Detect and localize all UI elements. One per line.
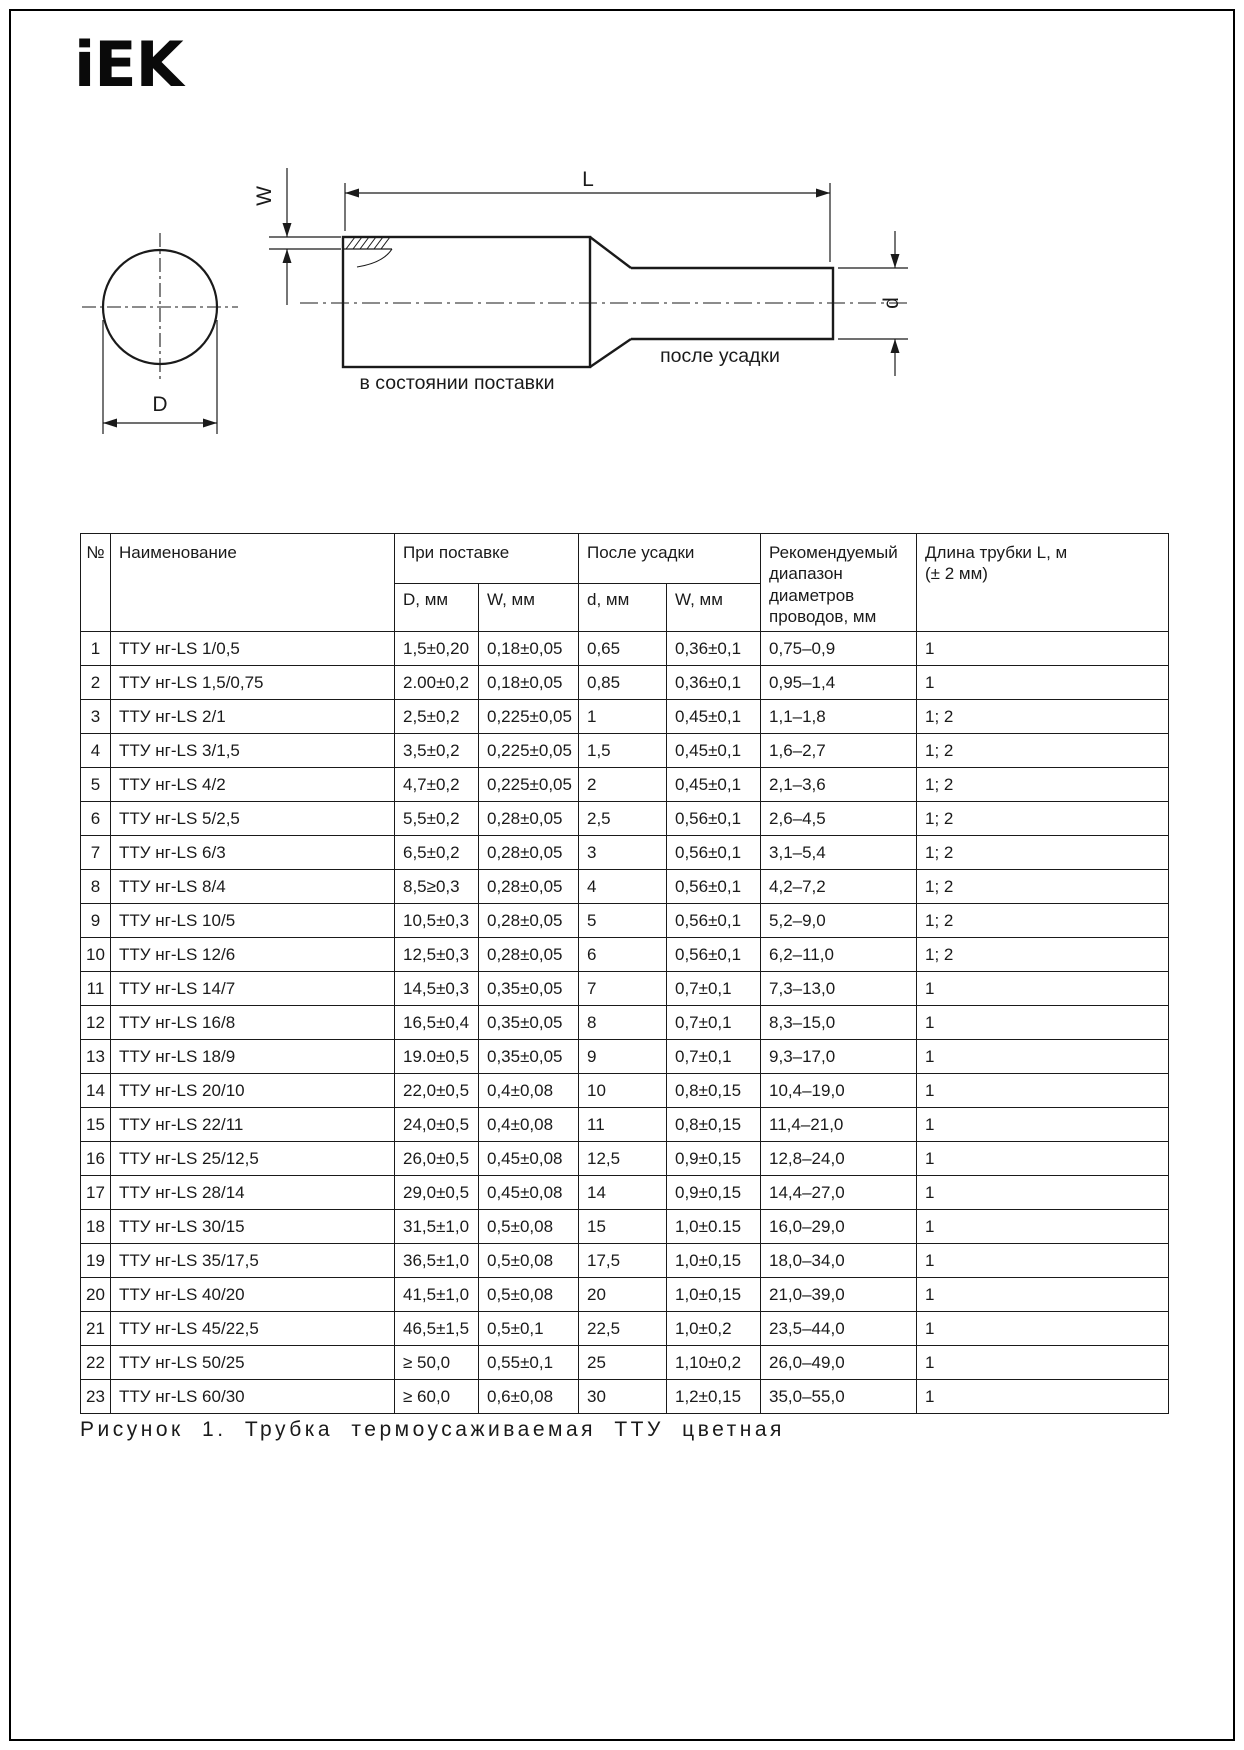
table-cell: 30 <box>579 1380 667 1414</box>
table-cell: 0,6±0,08 <box>479 1380 579 1414</box>
tube-supplied <box>343 237 590 367</box>
table-cell: 0,225±0,05 <box>479 734 579 768</box>
table-cell: 8 <box>579 1006 667 1040</box>
table-cell: ТТУ нг-LS 5/2,5 <box>111 802 395 836</box>
table-cell: 0,85 <box>579 666 667 700</box>
table-row <box>81 1312 1169 1346</box>
table-cell: ≥ 60,0 <box>395 1380 479 1414</box>
table-cell: ТТУ нг-LS 4/2 <box>111 768 395 802</box>
table-cell: 7 <box>81 836 111 870</box>
table-cell: 25 <box>579 1346 667 1380</box>
iek-logo: iEK <box>74 28 183 101</box>
table-cell: 3,5±0,2 <box>395 734 479 768</box>
table-cell: ТТУ нг-LS 20/10 <box>111 1074 395 1108</box>
table-cell: 1 <box>917 1142 1169 1176</box>
table-cell: 0,45±0,1 <box>667 734 761 768</box>
table-cell: 36,5±1,0 <box>395 1244 479 1278</box>
table-row <box>81 666 1169 700</box>
table-cell: 24,0±0,5 <box>395 1108 479 1142</box>
table-cell: 14 <box>81 1074 111 1108</box>
table-cell: ТТУ нг-LS 10/5 <box>111 904 395 938</box>
table-cell: 35,0–55,0 <box>761 1380 917 1414</box>
table-cell: 0,8±0,15 <box>667 1074 761 1108</box>
table-cell: 23 <box>81 1380 111 1414</box>
table-cell: 6,2–11,0 <box>761 938 917 972</box>
table-cell: 0,36±0,1 <box>667 666 761 700</box>
table-cell: ТТУ нг-LS 50/25 <box>111 1346 395 1380</box>
table-cell: 0,45±0,1 <box>667 700 761 734</box>
table-cell: 4,7±0,2 <box>395 768 479 802</box>
table-cell: 1; 2 <box>917 802 1169 836</box>
table-cell: ТТУ нг-LS 25/12,5 <box>111 1142 395 1176</box>
table-cell: 0,225±0,05 <box>479 700 579 734</box>
header-length-line1: Длина трубки L, м <box>925 543 1068 562</box>
table-cell: 16 <box>81 1142 111 1176</box>
header-num: № <box>81 534 111 632</box>
table-cell: 0,45±0,08 <box>479 1142 579 1176</box>
header-D-mm: D, мм <box>395 584 479 632</box>
table-cell: ТТУ нг-LS 30/15 <box>111 1210 395 1244</box>
table-cell: 0,28±0,05 <box>479 938 579 972</box>
table-cell: 8,5≥0,3 <box>395 870 479 904</box>
table-cell: 2 <box>81 666 111 700</box>
table-cell: 17 <box>81 1176 111 1210</box>
table-cell: 14,5±0,3 <box>395 972 479 1006</box>
table-cell: ТТУ нг-LS 1/0,5 <box>111 632 395 666</box>
header-after: После усадки <box>579 534 761 584</box>
taper-bottom <box>590 339 631 367</box>
table-cell: ТТУ нг-LS 40/20 <box>111 1278 395 1312</box>
table-cell: 22,5 <box>579 1312 667 1346</box>
table-cell: 1,6–2,7 <box>761 734 917 768</box>
table-cell: 0,56±0,1 <box>667 802 761 836</box>
table-cell: ТТУ нг-LS 18/9 <box>111 1040 395 1074</box>
table-cell: 5 <box>81 768 111 802</box>
table-cell: 21,0–39,0 <box>761 1278 917 1312</box>
table-header-row-1 <box>81 534 1169 584</box>
table-row <box>81 870 1169 904</box>
table-row <box>81 1108 1169 1142</box>
table-cell: 1,0±0,15 <box>667 1278 761 1312</box>
table-cell: ТТУ нг-LS 6/3 <box>111 836 395 870</box>
table-cell: 10,4–19,0 <box>761 1074 917 1108</box>
header-supply: При поставке <box>395 534 579 584</box>
table-cell: 0,7±0,1 <box>667 972 761 1006</box>
header-d-mm: d, мм <box>579 584 667 632</box>
table-cell: ТТУ нг-LS 12/6 <box>111 938 395 972</box>
table-cell: 1 <box>579 700 667 734</box>
table-cell: 0,35±0,05 <box>479 972 579 1006</box>
table-cell: ТТУ нг-LS 1,5/0,75 <box>111 666 395 700</box>
table-cell: 3 <box>579 836 667 870</box>
table-row <box>81 1346 1169 1380</box>
table-cell: 6 <box>81 802 111 836</box>
table-row <box>81 938 1169 972</box>
table-cell: 7 <box>579 972 667 1006</box>
table-cell: 9 <box>579 1040 667 1074</box>
table-cell: 26,0±0,5 <box>395 1142 479 1176</box>
table-cell: 16,0–29,0 <box>761 1210 917 1244</box>
table-cell: 2,5±0,2 <box>395 700 479 734</box>
table-cell: 1 <box>917 666 1169 700</box>
table-cell: 12 <box>81 1006 111 1040</box>
table-cell: 2,5 <box>579 802 667 836</box>
table-cell: 2,1–3,6 <box>761 768 917 802</box>
table-cell: 15 <box>81 1108 111 1142</box>
header-length <box>917 534 1169 632</box>
table-cell: 1 <box>917 1346 1169 1380</box>
table-cell: 1 <box>917 1176 1169 1210</box>
table-row <box>81 802 1169 836</box>
table-cell: 19 <box>81 1244 111 1278</box>
table-cell: 0,7±0,1 <box>667 1040 761 1074</box>
table-cell: 11 <box>81 972 111 1006</box>
table-cell: 1,0±0,15 <box>667 1244 761 1278</box>
table-cell: 12,5 <box>579 1142 667 1176</box>
table-cell: 0,55±0,1 <box>479 1346 579 1380</box>
table-cell: 3 <box>81 700 111 734</box>
dimension-lines <box>269 168 908 376</box>
taper-top <box>590 237 631 268</box>
header-name: Наименование <box>111 534 395 632</box>
table-cell: ТТУ нг-LS 3/1,5 <box>111 734 395 768</box>
dim-label-D: D <box>152 393 168 416</box>
table-cell: 1 <box>917 1312 1169 1346</box>
table-cell: 1 <box>917 1244 1169 1278</box>
table-cell: 10 <box>579 1074 667 1108</box>
table-row <box>81 632 1169 666</box>
table-cell: 7,3–13,0 <box>761 972 917 1006</box>
table-cell: 1,2±0,15 <box>667 1380 761 1414</box>
table-cell: 22,0±0,5 <box>395 1074 479 1108</box>
table-cell: 8 <box>81 870 111 904</box>
table-cell: ТТУ нг-LS 2/1 <box>111 700 395 734</box>
table-cell: 0,35±0,05 <box>479 1040 579 1074</box>
table-cell: 12,5±0,3 <box>395 938 479 972</box>
table-cell: 1 <box>917 972 1169 1006</box>
table-cell: 2.00±0,2 <box>395 666 479 700</box>
table-cell: ТТУ нг-LS 14/7 <box>111 972 395 1006</box>
table-cell: 0,28±0,05 <box>479 870 579 904</box>
table-cell: ТТУ нг-LS 35/17,5 <box>111 1244 395 1278</box>
table-cell: 0,56±0,1 <box>667 870 761 904</box>
table-cell: 2 <box>579 768 667 802</box>
table-cell: 14,4–27,0 <box>761 1176 917 1210</box>
table-cell: 5,5±0,2 <box>395 802 479 836</box>
table-cell: 23,5–44,0 <box>761 1312 917 1346</box>
table-cell: 1; 2 <box>917 836 1169 870</box>
table-cell: 1 <box>917 1006 1169 1040</box>
table-cell: 0,35±0,05 <box>479 1006 579 1040</box>
table-cell: 1; 2 <box>917 734 1169 768</box>
table-cell: ТТУ нг-LS 22/11 <box>111 1108 395 1142</box>
wall-hatch <box>346 237 390 249</box>
table-cell: 1 <box>917 1108 1169 1142</box>
table-cell: ТТУ нг-LS 8/4 <box>111 870 395 904</box>
table-cell: ТТУ нг-LS 16/8 <box>111 1006 395 1040</box>
table-row <box>81 904 1169 938</box>
table-cell: 0,9±0,15 <box>667 1142 761 1176</box>
technical-drawing <box>0 0 1244 470</box>
table-row <box>81 734 1169 768</box>
table-cell: 0,4±0,08 <box>479 1108 579 1142</box>
table-cell: 8,3–15,0 <box>761 1006 917 1040</box>
table-cell: 21 <box>81 1312 111 1346</box>
table-cell: 16,5±0,4 <box>395 1006 479 1040</box>
table-cell: 1; 2 <box>917 700 1169 734</box>
spec-table <box>80 533 1169 1414</box>
table-cell: 4 <box>579 870 667 904</box>
table-cell: 1 <box>917 1210 1169 1244</box>
dim-label-L: L <box>582 168 594 191</box>
table-cell: 0,28±0,05 <box>479 836 579 870</box>
table-cell: 0,4±0,08 <box>479 1074 579 1108</box>
table-cell: 26,0–49,0 <box>761 1346 917 1380</box>
table-cell: 0,28±0,05 <box>479 904 579 938</box>
table-cell: 0,5±0,08 <box>479 1278 579 1312</box>
table-cell: 1; 2 <box>917 904 1169 938</box>
table-cell: 15 <box>579 1210 667 1244</box>
figure-caption: Рисунок 1. Трубка термоусаживаемая ТТУ цветная <box>80 1418 785 1441</box>
table-cell: 0,56±0,1 <box>667 904 761 938</box>
table-cell: 3,1–5,4 <box>761 836 917 870</box>
table-cell: 0,28±0,05 <box>479 802 579 836</box>
table-cell: 10 <box>81 938 111 972</box>
table-cell: 0,18±0,05 <box>479 632 579 666</box>
table-cell: 6 <box>579 938 667 972</box>
table-row <box>81 1142 1169 1176</box>
table-cell: 20 <box>81 1278 111 1312</box>
table-cell: 1; 2 <box>917 870 1169 904</box>
table-cell: 0,18±0,05 <box>479 666 579 700</box>
table-cell: 1 <box>917 1380 1169 1414</box>
table-cell: 10,5±0,3 <box>395 904 479 938</box>
label-as-supplied: в состоянии поставки <box>359 372 555 394</box>
table-row <box>81 836 1169 870</box>
table-cell: 4,2–7,2 <box>761 870 917 904</box>
table-row <box>81 768 1169 802</box>
table-cell: 6,5±0,2 <box>395 836 479 870</box>
header-length-line2: (± 2 мм) <box>925 564 988 584</box>
table-cell: 0,7±0,1 <box>667 1006 761 1040</box>
table-cell: 13 <box>81 1040 111 1074</box>
table-cell: 18,0–34,0 <box>761 1244 917 1278</box>
table-row <box>81 1074 1169 1108</box>
table-row <box>81 972 1169 1006</box>
table-row <box>81 1210 1169 1244</box>
table-cell: 17,5 <box>579 1244 667 1278</box>
table-cell: 0,45±0,1 <box>667 768 761 802</box>
table-cell: 0,95–1,4 <box>761 666 917 700</box>
table-cell: 19.0±0,5 <box>395 1040 479 1074</box>
table-cell: ТТУ нг-LS 28/14 <box>111 1176 395 1210</box>
label-after-shrinking: после усадки <box>660 345 780 367</box>
table-cell: 46,5±1,5 <box>395 1312 479 1346</box>
table-row <box>81 1176 1169 1210</box>
table-cell: 1,1–1,8 <box>761 700 917 734</box>
table-row <box>81 700 1169 734</box>
table-cell: 11 <box>579 1108 667 1142</box>
side-view <box>300 237 908 367</box>
table-cell: 1,0±0.15 <box>667 1210 761 1244</box>
table-cell: 0,56±0,1 <box>667 836 761 870</box>
table-row <box>81 1278 1169 1312</box>
table-cell: 1 <box>917 632 1169 666</box>
table-cell: 1,5 <box>579 734 667 768</box>
table-cell: 5 <box>579 904 667 938</box>
table-cell: 1,10±0,2 <box>667 1346 761 1380</box>
header-W-mm-after: W, мм <box>667 584 761 632</box>
table-cell: ≥ 50,0 <box>395 1346 479 1380</box>
table-cell: 0,8±0,15 <box>667 1108 761 1142</box>
table-cell: 4 <box>81 734 111 768</box>
table-row <box>81 1380 1169 1414</box>
table-cell: 29,0±0,5 <box>395 1176 479 1210</box>
table-cell: 1 <box>917 1040 1169 1074</box>
table-cell: 0,9±0,15 <box>667 1176 761 1210</box>
table-cell: 1 <box>81 632 111 666</box>
table-cell: 0,5±0,08 <box>479 1210 579 1244</box>
table-cell: 1; 2 <box>917 938 1169 972</box>
table-cell: 0,225±0,05 <box>479 768 579 802</box>
table-cell: ТТУ нг-LS 60/30 <box>111 1380 395 1414</box>
table-cell: 1,0±0,2 <box>667 1312 761 1346</box>
table-cell: 0,56±0,1 <box>667 938 761 972</box>
table-cell: 0,5±0,08 <box>479 1244 579 1278</box>
table-cell: 0,36±0,1 <box>667 632 761 666</box>
table-cell: 12,8–24,0 <box>761 1142 917 1176</box>
table-cell: 41,5±1,0 <box>395 1278 479 1312</box>
table-cell: 1 <box>917 1278 1169 1312</box>
table-row <box>81 1040 1169 1074</box>
table-cell: 1; 2 <box>917 768 1169 802</box>
table-cell: 5,2–9,0 <box>761 904 917 938</box>
table-cell: 0,65 <box>579 632 667 666</box>
table-cell: 11,4–21,0 <box>761 1108 917 1142</box>
table-cell: 31,5±1,0 <box>395 1210 479 1244</box>
table-cell: 22 <box>81 1346 111 1380</box>
table-cell: 18 <box>81 1210 111 1244</box>
table-row <box>81 1006 1169 1040</box>
table-cell: 0,5±0,1 <box>479 1312 579 1346</box>
table-row <box>81 1244 1169 1278</box>
table-cell: 20 <box>579 1278 667 1312</box>
dim-label-d: d <box>880 297 903 309</box>
table-cell: 0,75–0,9 <box>761 632 917 666</box>
table-cell: 0,45±0,08 <box>479 1176 579 1210</box>
spec-table-body <box>81 632 1169 1414</box>
table-cell: 1 <box>917 1074 1169 1108</box>
table-cell: 1,5±0,20 <box>395 632 479 666</box>
header-range: Рекомендуемый диапазон диаметров проводов, мм <box>761 534 917 632</box>
header-W-mm-supply: W, мм <box>479 584 579 632</box>
table-cell: 9,3–17,0 <box>761 1040 917 1074</box>
table-cell: 14 <box>579 1176 667 1210</box>
dim-label-W: W <box>253 186 276 206</box>
table-cell: 9 <box>81 904 111 938</box>
table-cell: ТТУ нг-LS 45/22,5 <box>111 1312 395 1346</box>
table-cell: 2,6–4,5 <box>761 802 917 836</box>
wall-cutaway-curve <box>357 249 392 267</box>
